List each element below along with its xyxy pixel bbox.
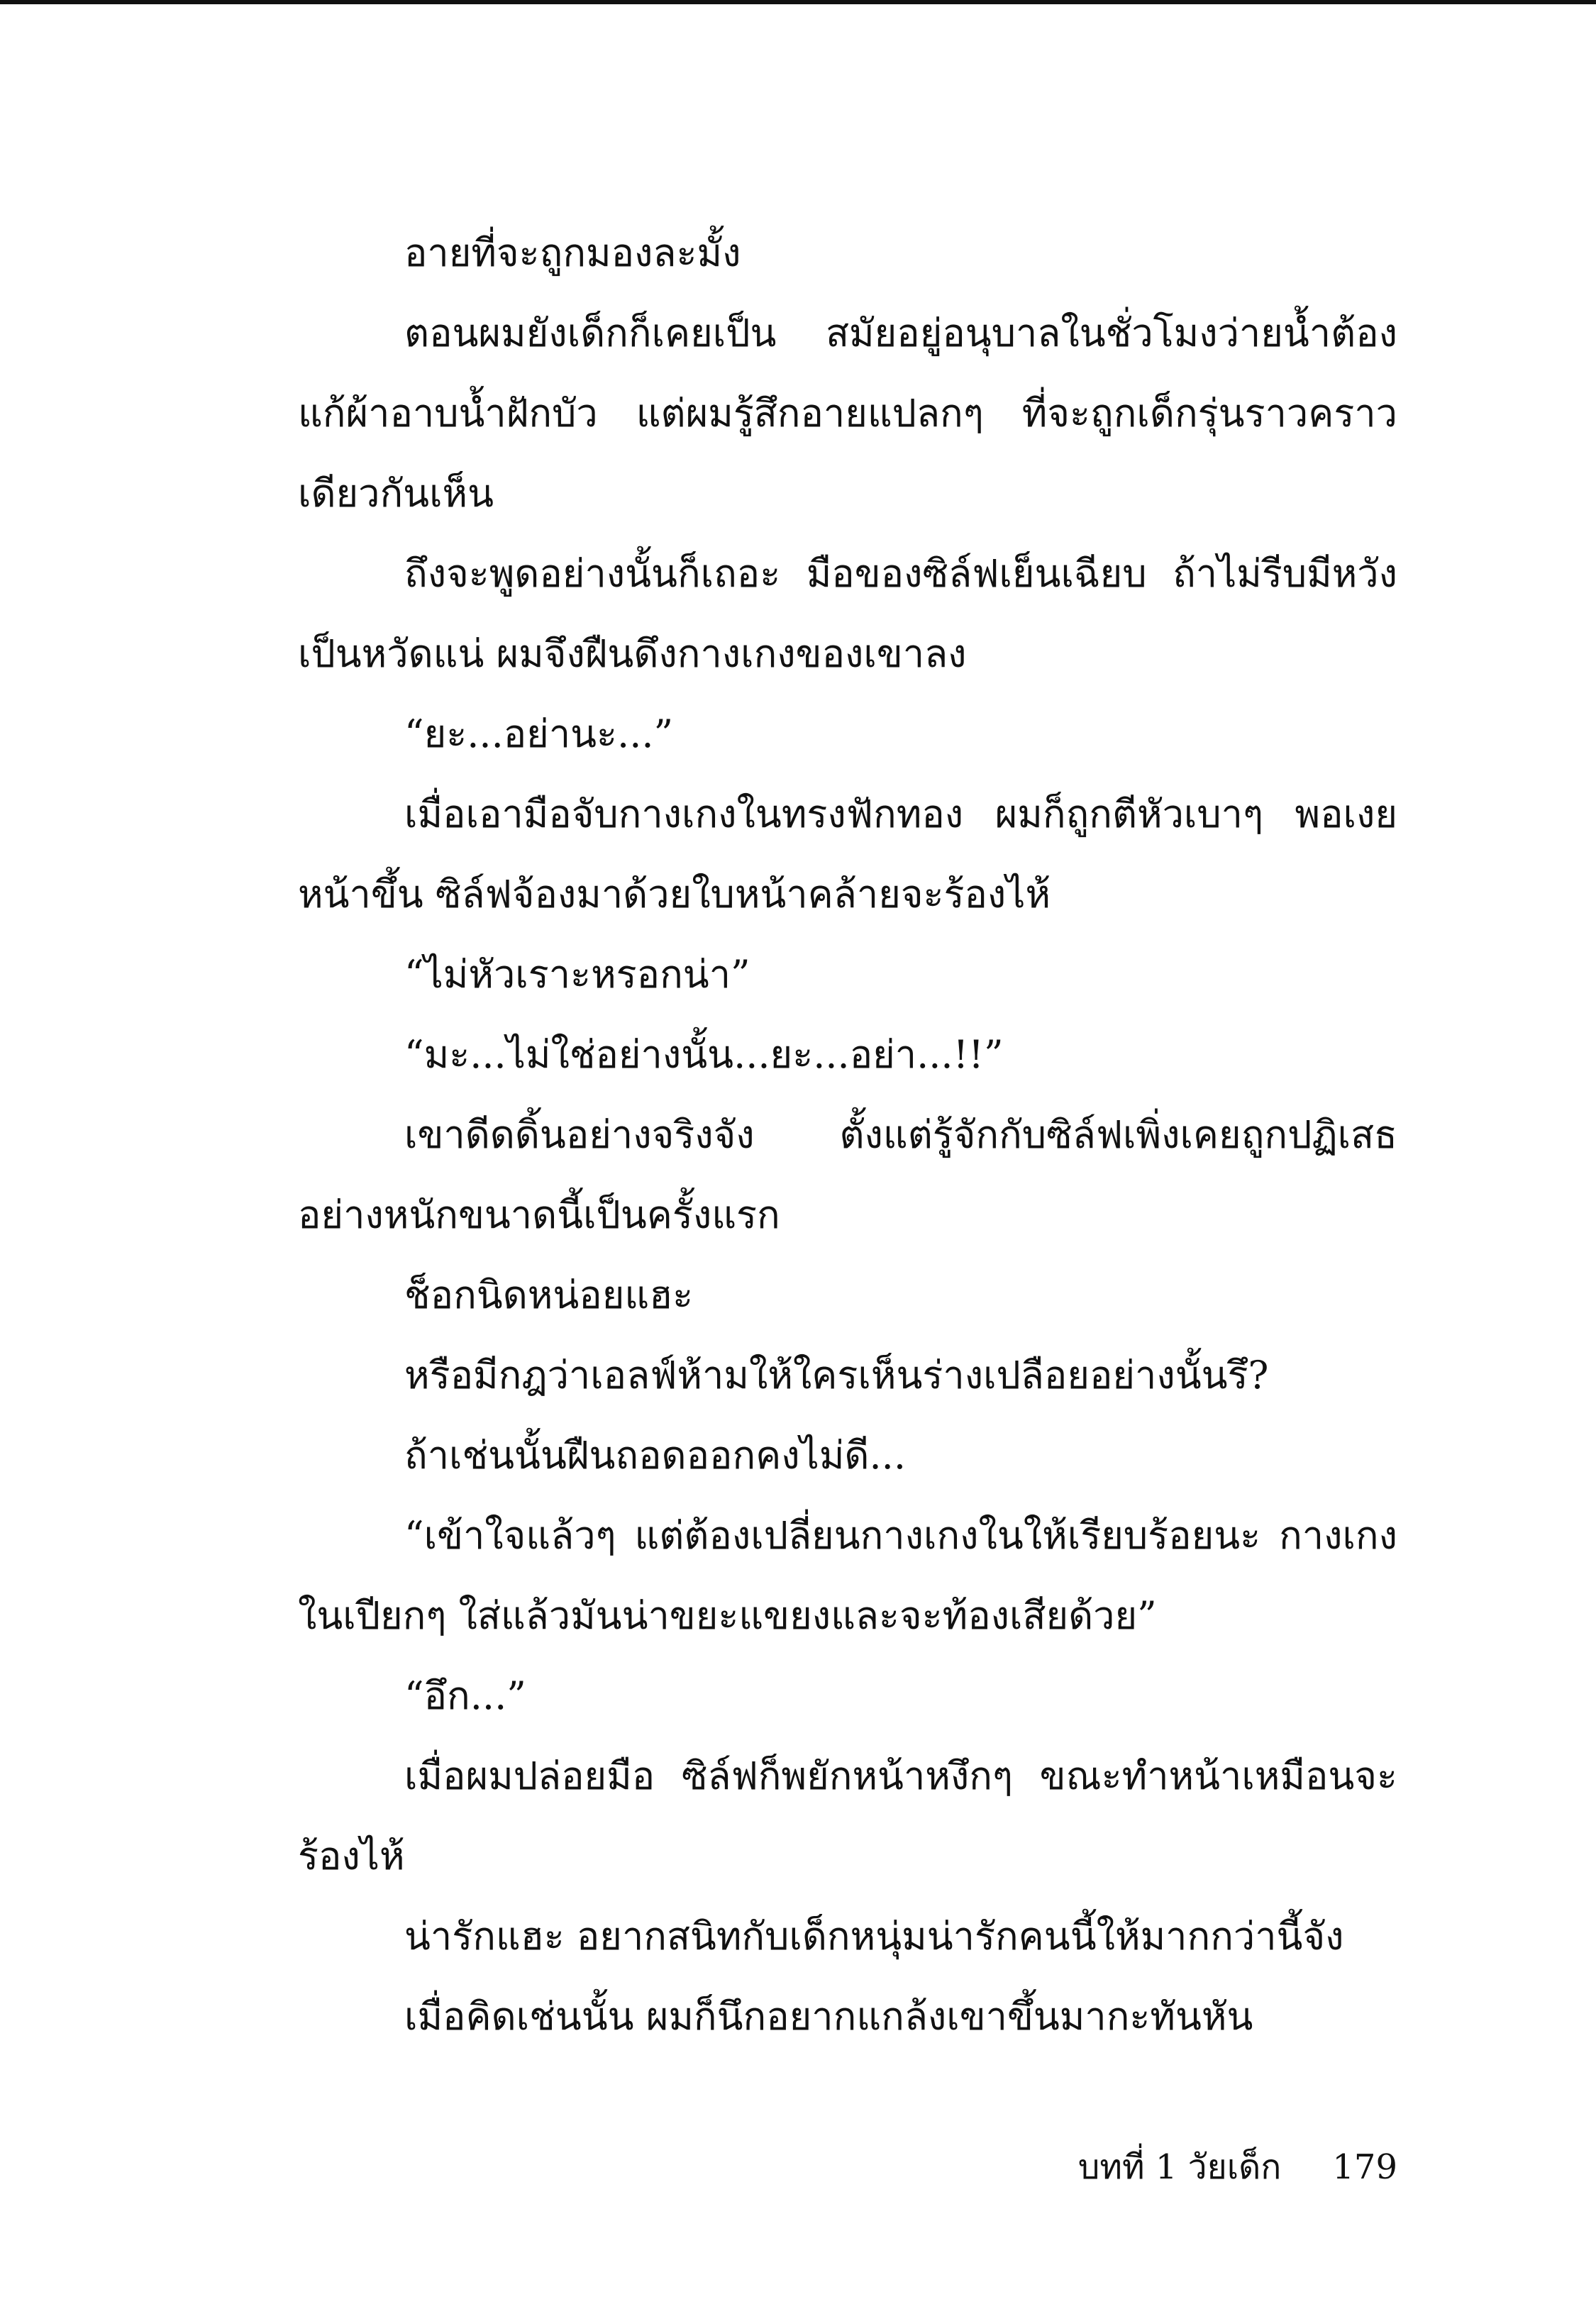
paragraph: “มะ...ไม่ใช่อย่างนั้น...ยะ...อย่า...!!” <box>404 1032 1004 1077</box>
paragraph: อายที่จะถูกมองละมั้ง <box>404 231 741 275</box>
page-number: 179 <box>1332 2147 1397 2187</box>
page-footer <box>1078 2146 1397 2188</box>
paragraph: “เข้าใจแล้วๆ แต่ต้องเปลี่ยนกางเกงในให้เรียบร้อยนะ กางเกงในเปียกๆ ใส่แล้วมันน่าขยะแขยงและจะท้องเสียด้วย” <box>298 1513 1397 1638</box>
paragraph: เมื่อเอามือจับกางเกงในทรงฟักทอง ผมก็ถูกตีหัวเบาๆ พอเงยหน้าขึ้น ซิล์ฟจ้องมาด้วยใบหน้าคล้ายจะร้องไห้ <box>298 792 1397 917</box>
paragraph: “ไม่หัวเราะหรอกน่า” <box>404 952 750 997</box>
body-text <box>298 213 1397 2056</box>
paragraph: ถึงจะพูดอย่างนั้นก็เถอะ มือของซิล์ฟเย็นเฉียบ ถ้าไม่รีบมีหวังเป็นหวัดแน่ ผมจึงฝืนดึงกางเกงของเขาลง <box>298 551 1397 676</box>
paragraph: เมื่อคิดเช่นนั้น ผมก็นึกอยากแกล้งเขาขึ้นมากะทันหัน <box>404 1994 1253 2039</box>
top-edge-rule <box>0 0 1596 4</box>
paragraph: “ยะ...อย่านะ...” <box>404 712 674 756</box>
paragraph: เขาดีดดิ้นอย่างจริงจัง ตั้งแต่รู้จักกับซิล์ฟเพิ่งเคยถูกปฏิเสธอย่างหนักขนาดนี้เป็นครั้งแรก <box>298 1112 1397 1237</box>
chapter-title: บทที่ 1 วัยเด็ก <box>1077 2147 1282 2187</box>
paragraph: น่ารักแฮะ อยากสนิทกับเด็กหนุ่มน่ารักคนนี้ให้มากกว่านี้จัง <box>404 1914 1344 1959</box>
paragraph: ช็อกนิดหน่อยแฮะ <box>404 1273 694 1317</box>
paragraph: “อึก...” <box>404 1673 526 1718</box>
paragraph: ตอนผมยังเด็กก็เคยเป็น สมัยอยู่อนุบาลในชั่วโมงว่ายน้ำต้องแก้ผ้าอาบน้ำฝักบัว แต่ผมรู้สึกอายแปลกๆ ที่จะถูกเด็กรุ่นราวคราวเดียวกันเห็น <box>298 311 1397 516</box>
paragraph: เมื่อผมปล่อยมือ ซิล์ฟก็พยักหน้าหงึกๆ ขณะทำหน้าเหมือนจะร้องไห้ <box>298 1754 1397 1878</box>
paragraph: หรือมีกฎว่าเอลฟ์ห้ามให้ใครเห็นร่างเปลือยอย่างนั้นรึ? <box>404 1353 1269 1397</box>
paragraph: ถ้าเช่นนั้นฝืนถอดออกคงไม่ดี... <box>404 1433 906 1478</box>
